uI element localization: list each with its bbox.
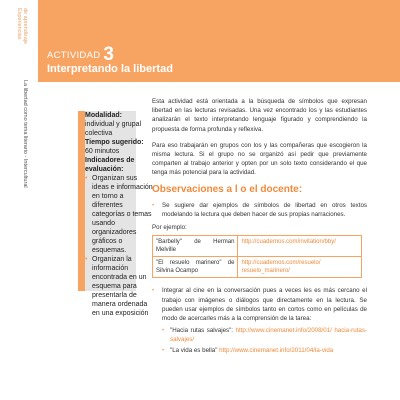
bullet-icon: • (162, 327, 165, 335)
tiempo-label: Tiempo sugerido: (85, 139, 144, 146)
observations-list (152, 201, 367, 219)
side-label-text: Experiencias (16, 8, 22, 40)
example-heading: Por ejemplo: (152, 224, 187, 232)
list-item (152, 201, 367, 219)
film-link[interactable]: http://www.cinemanet.info/2011/04/la-vida (219, 346, 334, 354)
film-link[interactable]: http://www.cinemanet.info/2008/01/ hacia-rutas-salvajes/ (170, 327, 367, 344)
indicadores-list (85, 174, 153, 318)
list-item (85, 255, 153, 318)
activity-number: 3 (103, 44, 115, 65)
bullet-icon: • (152, 201, 155, 209)
side-label-text: de aprendizaje (22, 8, 28, 45)
films-list (162, 326, 367, 355)
table-row (153, 257, 362, 278)
modalidad-label: Modalidad: (85, 112, 122, 119)
bullet-icon: • (85, 256, 88, 263)
list-item (162, 346, 367, 355)
bullet-icon: • (162, 346, 165, 354)
page-title: Interpretando la libertad (47, 63, 173, 75)
side-label-experiencias (10, 8, 20, 108)
paragraph-intro: Esta actividad está orientada a la búsqueda de símbolos que expresan libertad en las lecturas revisadas. Una vez encontrado los y las estudiantes analizarán el texto interpretando lenguaje figurado y comprendiendo la propuesta de forma profunda y reflexiva. (152, 98, 367, 133)
list-item (152, 286, 367, 354)
side-label-text: La libertad como tema literario - Intercultural (22, 80, 28, 188)
sidebar-content (85, 111, 153, 318)
activity-word: ACTIVIDAD (47, 50, 101, 61)
list-item (162, 326, 367, 344)
bullet-icon: • (152, 287, 155, 295)
tiempo-value: 60 minutos (85, 148, 120, 155)
modalidad (85, 111, 153, 138)
example-title: "Barbelly" de Herman Melville (153, 236, 238, 257)
main-content (152, 97, 367, 359)
activity-header (38, 0, 400, 82)
indicador-text: Organizan la información encontrada en un esquema para presentarla de manera ordenada en una exposición (92, 256, 149, 317)
observations-list-2 (152, 286, 367, 354)
indicadores (85, 156, 153, 318)
bullet-icon: • (85, 175, 88, 182)
paragraph-groups: Para eso trabajarán en grupos con los y las compañeras que escogieron la misma lectura. Si el grupo no se organizó así pedir que previamente comparten al trabajo anterior y opten por un solo texto considerando el que tenga más potencial para la actividad. (152, 141, 367, 177)
examples-table (152, 235, 362, 278)
observations-heading: Observaciones a l o el docente: (152, 183, 303, 195)
list-item (85, 174, 153, 255)
table-row (153, 236, 362, 257)
example-title: "El resuelo marinero" de Silvina Ocampo (153, 257, 238, 278)
indicadores-label: Indicadores de evaluación: (85, 157, 135, 173)
example-link[interactable]: http://cuadernos.com/invitation/bby/ (238, 236, 362, 257)
side-label-unit (20, 80, 30, 300)
indicador-text: Organizan sus ideas e información en torno a diferentes categorías o temas usando organizadores gráficos o esquemas. (92, 175, 153, 254)
observation-text: Se sugiere dar ejemplos de símbolos de libertad en otros textos modelando la lectura que deben hacer de sus propias narraciones. (162, 201, 367, 219)
example-link[interactable]: http://cuadernos.com/resuelo/ resuelo_marinero/ (238, 257, 362, 278)
film-title: "Hacia rutas salvajes": (170, 327, 234, 335)
observation-text: Integrar al cine en la conversación pues a veces les es más cercano el trabajo con imágenes o diálogos que directamente en la lectura. Se pueden usar ejemplos de símbolos tanto en cortos como en películas de modo de acercarles más a la comprensión de la tarea: (162, 287, 367, 323)
modalidad-value: individual y grupal colectiva (85, 121, 142, 137)
film-title: "La vida es bella" (170, 346, 218, 354)
tiempo (85, 138, 153, 156)
